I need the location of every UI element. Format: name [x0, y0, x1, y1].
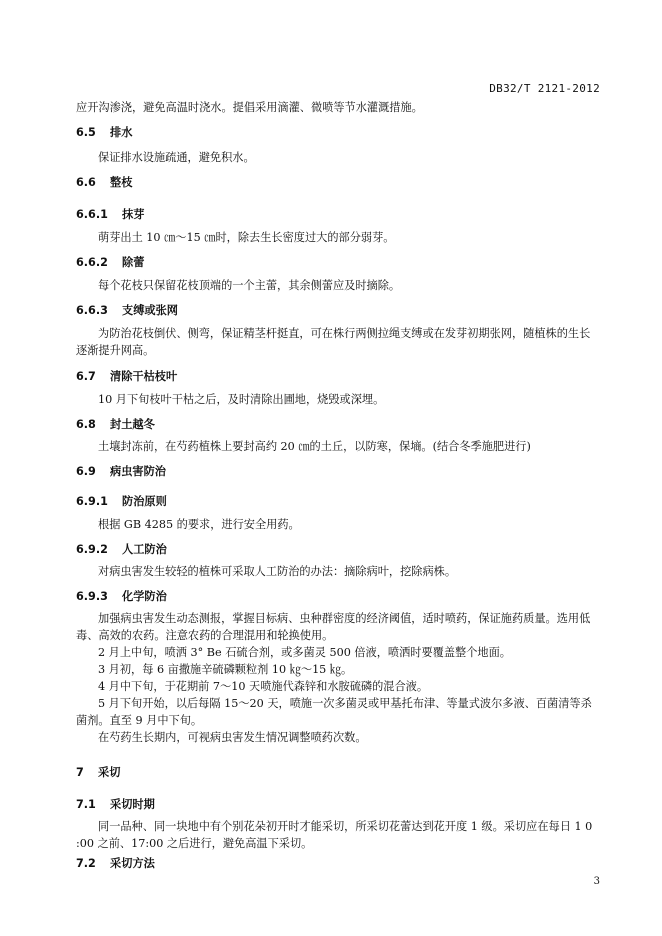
subsection-heading: 6.9.1 防治原则 [76, 495, 167, 508]
page-number: 3 [593, 876, 600, 887]
section-heading: 6.7 清除干枯枝叶 [76, 370, 178, 383]
subsection-heading: 6.9.3 化学防治 [76, 590, 167, 603]
section-heading: 6.9 病虫害防治 [76, 465, 166, 478]
subsection-heading: 6.6.1 抹芽 [76, 208, 145, 221]
paragraph: 加强病虫害发生动态测报，掌握目标病、虫种群密度的经济阈值，适时喷药，保证施药质量。选用低毒、高效的农药。注意农药的合理混用和轮换使用。 [76, 612, 591, 642]
paragraph: 应开沟渗浇，避免高温时浇水。提倡采用滴灌、微喷等节水灌溉措施。 [76, 101, 423, 114]
paragraph: 每个花枝只保留花枝顶端的一个主蕾，其余侧蕾应及时摘除。 [98, 279, 401, 292]
paragraph: 2 月上中旬，喷洒 3° Be 石硫合剂，或多菌灵 500 倍液，喷洒时要覆盖整个地面。 [98, 646, 511, 659]
paragraph: 在芍药生长期内，可视病虫害发生情况调整喷药次数。 [98, 731, 367, 744]
chapter-heading: 7 采切 [76, 766, 121, 779]
paragraph: 萌芽出土 10 ㎝～15 ㎝时，除去生长密度过大的部分弱芽。 [98, 231, 395, 244]
paragraph: 4 月中下旬，于花期前 7～10 天喷施代森锌和水胺硫磷的混合液。 [98, 680, 429, 693]
standard-code: DB32/T 2121-2012 [489, 82, 600, 95]
subsection-heading: 6.9.2 人工防治 [76, 543, 167, 556]
section-heading: 6.8 封土越冬 [76, 418, 155, 431]
paragraph: 10 月下旬枝叶干枯之后，及时清除出圃地，烧毁或深埋。 [98, 393, 385, 406]
paragraph: 对病虫害发生较轻的植株可采取人工防治的办法：摘除病叶，挖除病株。 [98, 565, 457, 578]
paragraph: 3 月初，每 6 亩撒施辛硫磷颗粒剂 10 ㎏～15 ㎏。 [98, 663, 353, 676]
paragraph: 5 月下旬开始，以后每隔 15～20 天，喷施一次多菌灵或甲基托布津、等量式波尔多液、百菌清等杀菌剂。直至 9 月中下旬。 [76, 697, 592, 727]
subsection-heading: 6.6.3 支缚或张网 [76, 304, 178, 317]
paragraph: 为防治花枝倒伏、侧弯，保证精茎杆挺直，可在株行两侧拉绳支缚或在发芽初期张网，随植株的生长逐渐提升网高。 [76, 327, 591, 357]
section-heading: 7.2 采切方法 [76, 857, 155, 870]
section-heading: 6.5 排水 [76, 126, 133, 139]
subsection-heading: 6.6.2 除蕾 [76, 256, 145, 269]
paragraph: 土壤封冻前，在芍药植株上要封高约 20 ㎝的土丘，以防寒，保墒。(结合冬季施肥进行) [98, 440, 531, 453]
paragraph: 根据 GB 4285 的要求，进行安全用药。 [98, 518, 300, 531]
paragraph: 同一品种、同一块地中有个别花朵初开时才能采切，所采切花蕾达到花开度 1 级。采切应在每日 1 0 :00 之前、17:00 之后进行，避免高温下采切。 [76, 820, 593, 850]
paragraph: 保证排水设施疏通，避免积水。 [98, 151, 255, 164]
section-heading: 7.1 采切时期 [76, 798, 155, 811]
section-heading: 6.6 整枝 [76, 176, 133, 189]
